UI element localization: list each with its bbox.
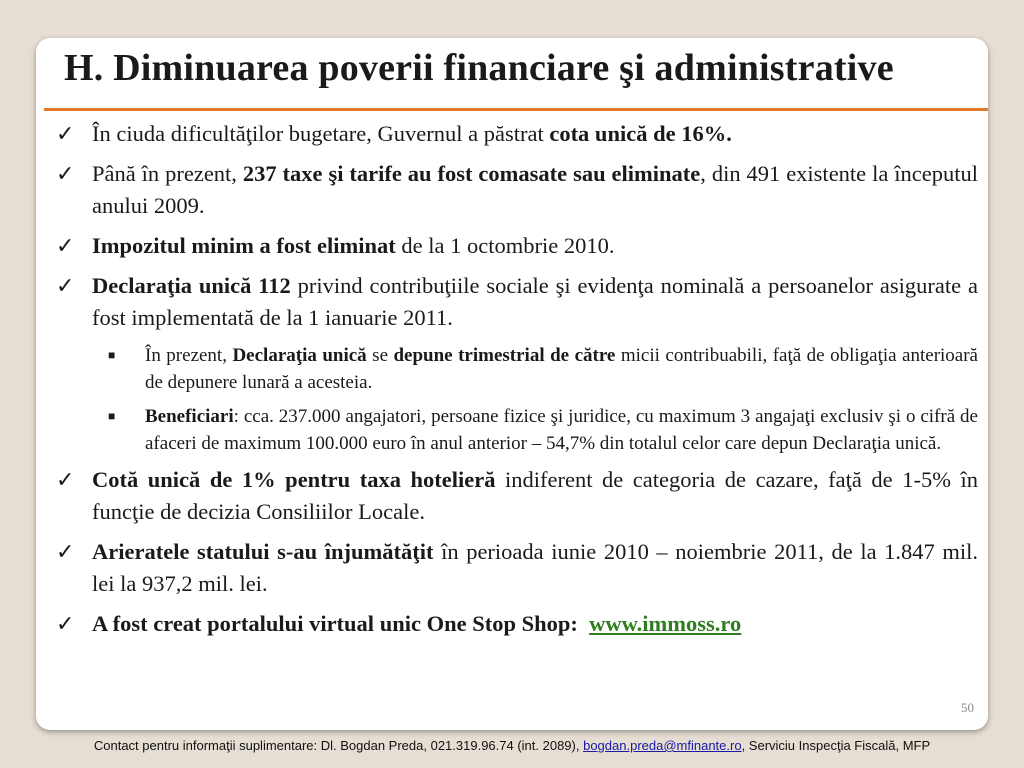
bullet-item: ✓ Impozitul minim a fost eliminat de la 1 octombrie 2010. bbox=[52, 230, 978, 262]
square-bullet-icon: ■ bbox=[108, 348, 116, 362]
bullet-item: ✓ În ciuda dificultăţilor bugetare, Guvernul a păstrat cota unică de 16%. bbox=[52, 118, 978, 150]
checkmark-icon: ✓ bbox=[56, 161, 75, 186]
checkmark-icon: ✓ bbox=[56, 273, 75, 298]
bullet-item: ✓ A fost creat portalului virtual unic One Stop Shop: www.immoss.ro bbox=[52, 608, 978, 640]
slide-title: H. Diminuarea poverii financiare şi administrative bbox=[64, 47, 894, 89]
checkmark-icon: ✓ bbox=[56, 121, 75, 146]
square-bullet-icon: ■ bbox=[108, 409, 116, 423]
checkmark-icon: ✓ bbox=[56, 233, 75, 258]
checkmark-icon: ✓ bbox=[56, 467, 75, 492]
sub-bullet-item: ■ Beneficiari: cca. 237.000 angajatori, persoane fizice şi juridice, cu maximum 3 angajaţi exclusiv şi o cifră de afaceri de maximum 100.000 euro în anul anterior – 54,7% din totalul celor care depun Declaraţia unică. bbox=[52, 403, 978, 457]
email-link[interactable]: bogdan.preda@mfinante.ro bbox=[583, 738, 742, 753]
bullet-item: ✓ Până în prezent, 237 taxe şi tarife au fost comasate sau eliminate, din 491 existente la începutul anului 2009. bbox=[52, 158, 978, 222]
title-divider bbox=[44, 108, 988, 111]
immoss-link[interactable]: www.immoss.ro bbox=[589, 611, 742, 636]
checkmark-icon: ✓ bbox=[56, 539, 75, 564]
sub-bullet-item: ■ În prezent, Declaraţia unică se depune trimestrial de către micii contribuabili, faţă de obligaţia anterioară de depunere lunară a acesteia. bbox=[52, 342, 978, 396]
footer-contact: Contact pentru informaţii suplimentare: Dl. Bogdan Preda, 021.319.96.74 (int. 2089), bogdan.preda@mfinante.ro, Serviciu Inspecţia Fiscală, MFP bbox=[93, 738, 931, 753]
bullet-item: ✓ Cotă unică de 1% pentru taxa hotelieră indiferent de categoria de cazare, faţă de 1-5% în funcţie de decizia Consiliilor Locale. bbox=[52, 464, 978, 528]
page-number: 50 bbox=[961, 700, 974, 715]
bullet-item: ✓ Declaraţia unică 112 privind contribuţiile sociale şi evidenţa nominală a persoanelor asigurate a fost implementată de la 1 ianuarie 2011. bbox=[52, 270, 978, 334]
bullet-item: ✓ Arieratele statului s-au înjumătăţit în perioada iunie 2010 – noiembrie 2011, de la 1.847 mil. lei la 937,2 mil. lei. bbox=[52, 536, 978, 600]
slide-content bbox=[52, 118, 978, 648]
checkmark-icon: ✓ bbox=[56, 611, 75, 636]
